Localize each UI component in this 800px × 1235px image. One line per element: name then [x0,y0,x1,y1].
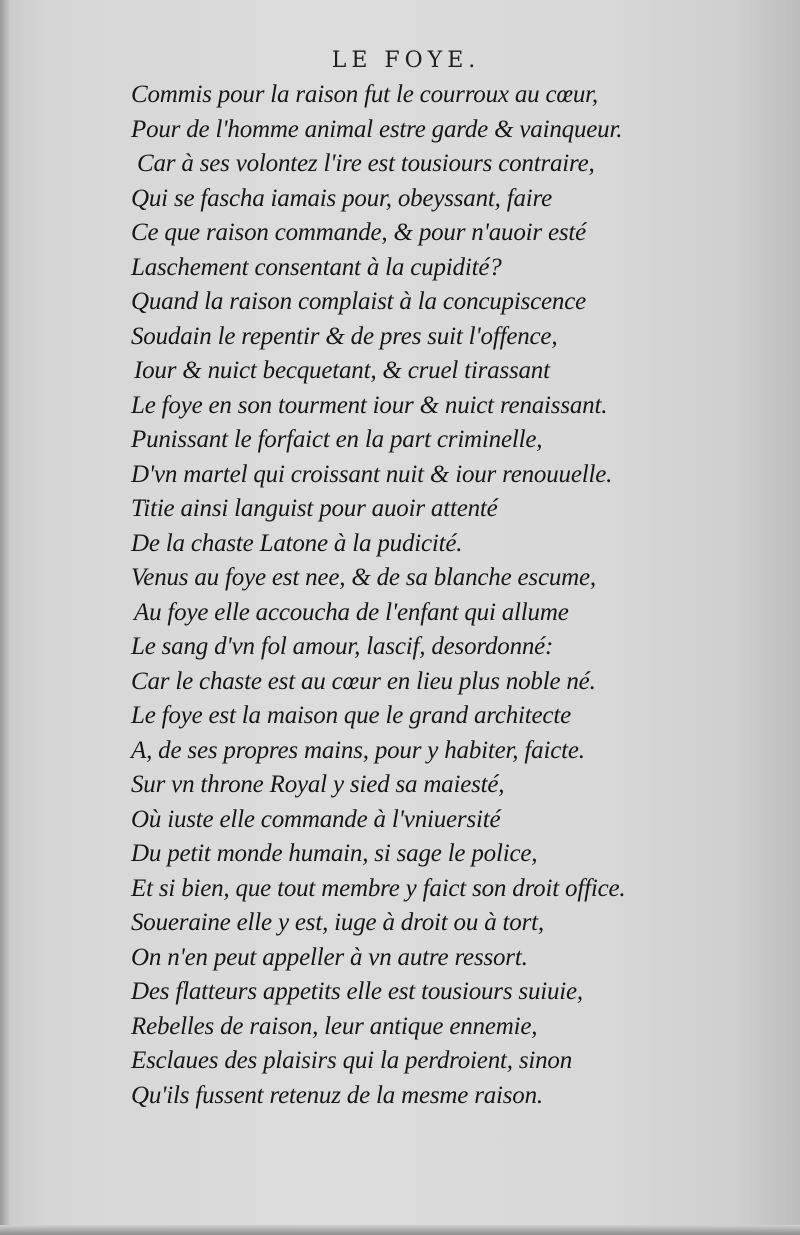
verse-line: Car le chaste est au cœur en lieu plus noble né. [131,667,596,695]
verse-line: Et si bien, que tout membre y faict son droit office. [131,874,626,902]
verse-line: Car à ses volontez l'ire est tousiours contraire, [137,150,595,177]
verse-line: Venus au foye est nee, & de sa blanche escume, [131,564,596,591]
verse-line: Esclaues des plaisirs qui la perdroient, sinon [131,1047,573,1074]
verse-line: Ce que raison commande, & pour n'auoir esté [131,219,587,246]
verse-line: Commis pour la raison fut le courroux au cœur, [131,81,598,108]
verse-line: Sur vn throne Royal y sied sa maiesté, [131,771,505,798]
verse-text [131,78,771,1113]
verse-line: On n'en peut appeller à vn autre ressort. [131,943,528,971]
verse-line: Le foye est la maison que le grand architecte [131,702,571,729]
running-head: LE FOYE. [331,48,481,73]
verse-line: Quand la raison complaist à la concupiscence [131,288,587,315]
verse-line: Qu'ils fussent retenuz de la mesme raison. [131,1081,543,1109]
verse-line: Au foye elle accoucha de l'enfant qui allume [134,598,569,626]
verse-line: Le sang d'vn fol amour, lascif, desordonné: [131,633,554,660]
verse-line: Punissant le forfaict en la part criminelle, [131,426,543,453]
verse-line: Le foye en son tourment iour & nuict renaissant. [131,391,608,419]
verse-line: Pour de l'homme animal estre garde & vainqueur. [131,115,623,143]
verse-line: Qui se fascha iamais pour, obeyssant, faire [131,184,553,212]
verse-line: Du petit monde humain, si sage le police, [131,840,538,867]
verse-line: Laschement consentant à la cupidité? [131,253,502,281]
verse-line: Rebelles de raison, leur antique ennemie, [131,1012,538,1040]
verse-line: Soueraine elle y est, iuge à droit ou à tort, [131,909,544,936]
verse-line: A, de ses propres mains, pour y habiter, faicte. [131,736,585,764]
verse-line: Où iuste elle commande à l'vniuersité [131,805,501,833]
verse-line: Des flatteurs appetits elle est tousiours suiuie, [131,978,583,1005]
verse-line: D'vn martel qui croissant nuit & iour renouuelle. [131,460,613,488]
verse-line: Soudain le repentir & de pres suit l'offence, [131,322,558,350]
verse-line: Titie ainsi languist pour auoir attenté [131,495,498,522]
verse-line: Iour & nuict becquetant, & cruel tirassant [134,357,550,384]
verse-line: De la chaste Latone à la pudicité. [131,529,463,557]
